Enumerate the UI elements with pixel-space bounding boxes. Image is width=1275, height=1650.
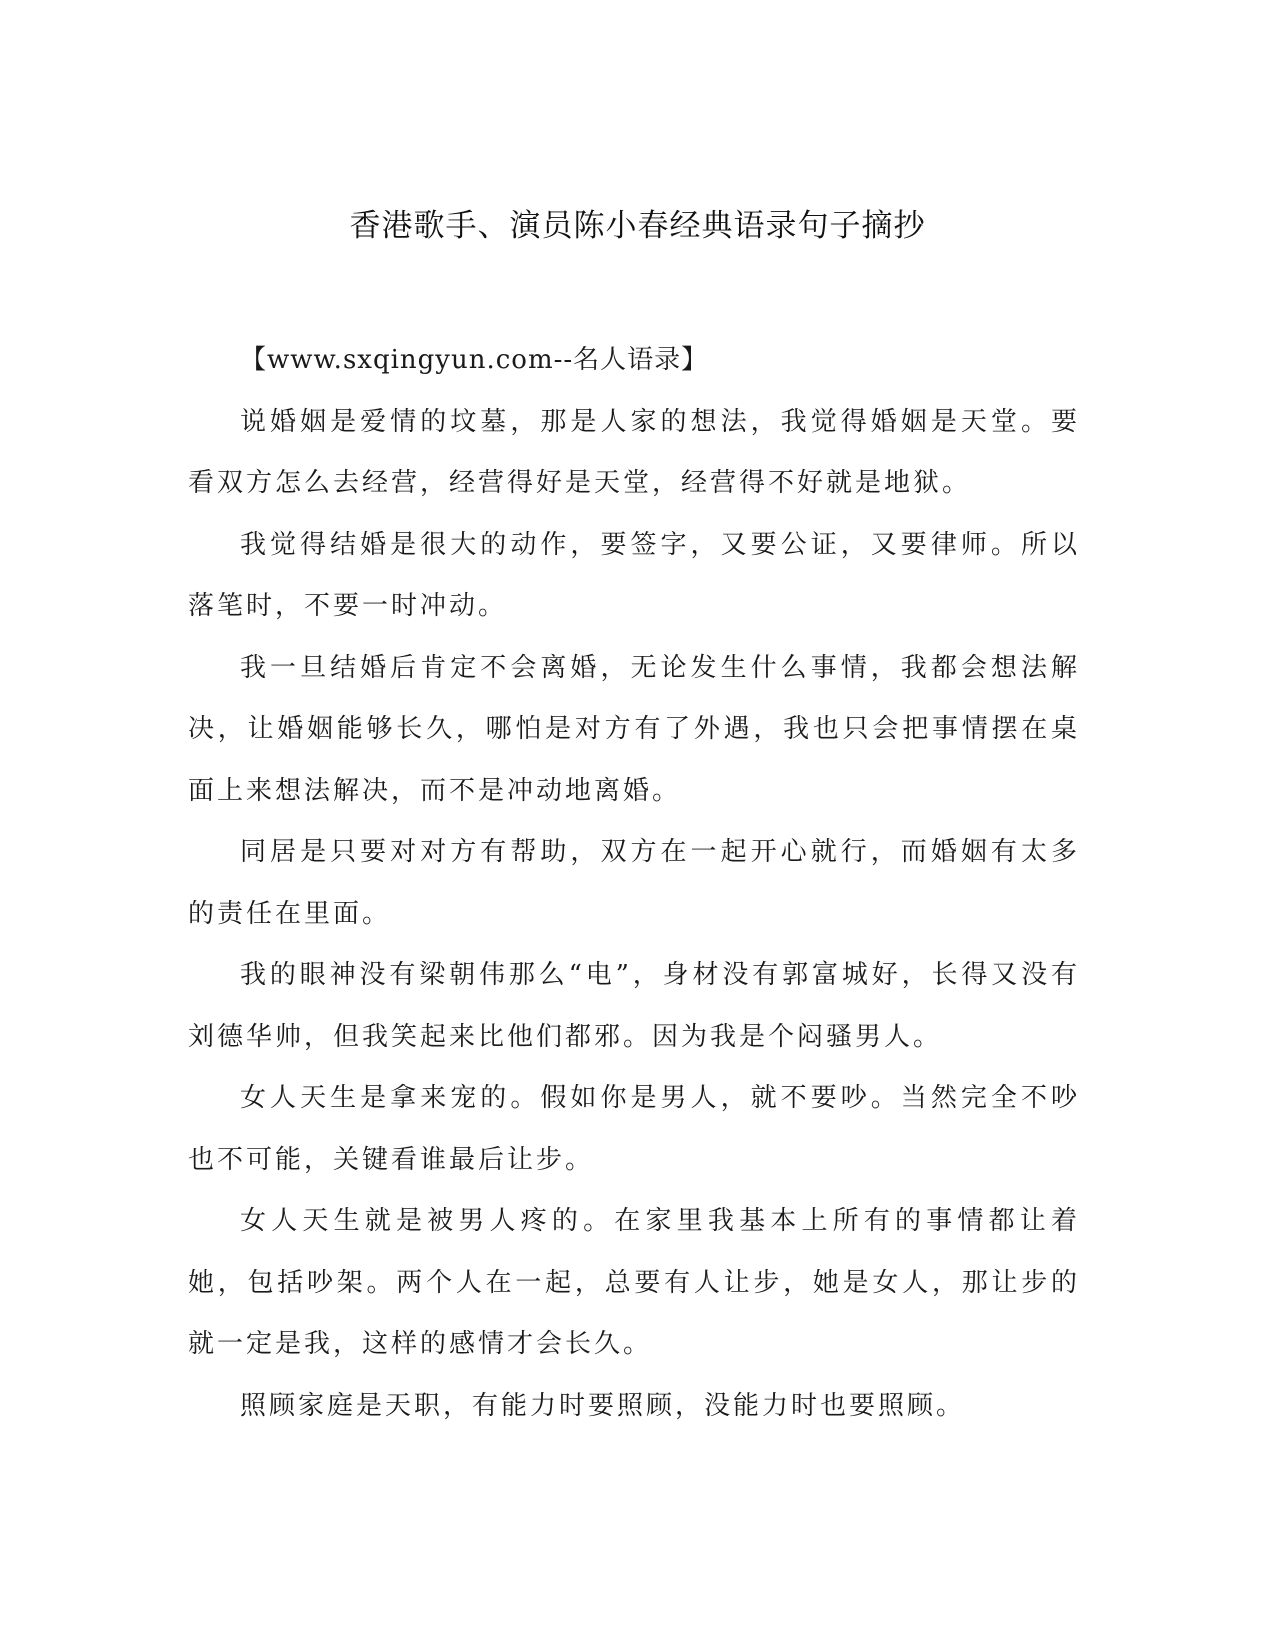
document-body [188,330,1080,1437]
paragraph-4: 同居是只要对对方有帮助，双方在一起开心就行，而婚姻有太多的责任在里面。 [188,837,1080,929]
paragraph-2: 我觉得结婚是很大的动作，要签字，又要公证，又要律师。所以落笔时，不要一时冲动。 [188,529,1080,621]
paragraph-5: 我的眼神没有梁朝伟那么“电”，身材没有郭富城好，长得又没有刘德华帅，但我笑起来比他们都邪。因为我是个闷骚男人。 [188,960,1080,1052]
paragraph-1: 说婚姻是爱情的坟墓，那是人家的想法，我觉得婚姻是天堂。要看双方怎么去经营，经营得好是天堂，经营得不好就是地狱。 [188,406,1080,498]
source-line: 【www.sxqingyun.com--名人语录】 [240,345,709,375]
paragraph-6: 女人天生是拿来宠的。假如你是男人，就不要吵。当然完全不吵也不可能，关键看谁最后让步。 [188,1083,1080,1175]
paragraph-7: 女人天生就是被男人疼的。在家里我基本上所有的事情都让着她，包括吵架。两个人在一起，总要有人让步，她是女人，那让步的就一定是我，这样的感情才会长久。 [188,1206,1080,1359]
paragraph-3: 我一旦结婚后肯定不会离婚，无论发生什么事情，我都会想法解决，让婚姻能够长久，哪怕是对方有了外遇，我也只会把事情摆在桌面上来想法解决，而不是冲动地离婚。 [188,652,1080,806]
paragraph-8: 照顾家庭是天职，有能力时要照顾，没能力时也要照顾。 [240,1390,966,1421]
document-title: 香港歌手、演员陈小春经典语录句子摘抄 [349,208,926,244]
